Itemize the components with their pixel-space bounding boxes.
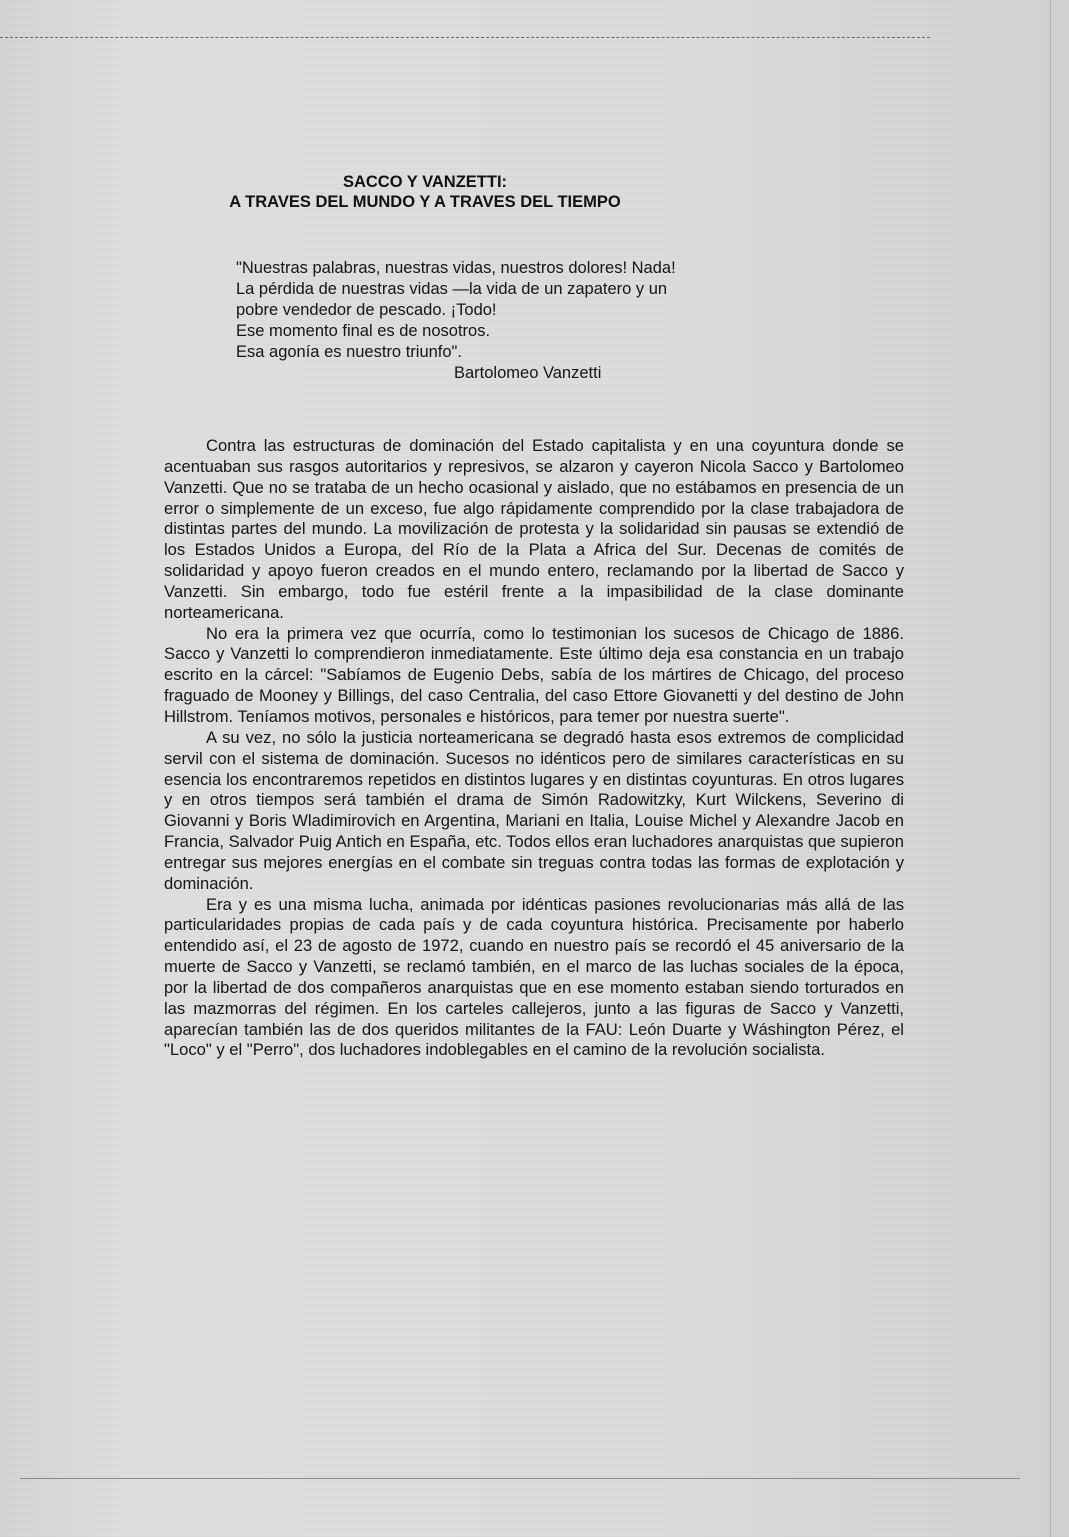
- paragraph: No era la primera vez que ocurría, como lo testimonian los sucesos de Chicago de 1886. Sacco y Vanzetti lo comprendieron inmediatamente. Este último deja esa constancia en un trabajo escrito en la cárcel: "Sabíamos de Eugenio Debs, sabía de los mártires de Chicago, del proceso fraguado de Mooney y Billings, del caso Centralia, del caso Ettore Giovanetti y del destino de John Hillstrom. Teníamos motivos, personales e históricos, para temer por nuestra suerte".: [164, 623, 904, 726]
- paragraph: A su vez, no sólo la justicia norteamericana se degradó hasta esos extremos de complicidad servil con el sistema de dominación. Sucesos no idénticos pero de similares características en su esencia los encontraremos repetidos en distintos lugares y en distintas coyunturas. En otros lugares y en otros tiempos será también el drama de Simón Radowitzky, Kurt Wilckens, Severino di Giovanni y Boris Wladimirovich en Argentina, Mariani en Italia, Louise Michel y Alexandre Jacob en Francia, Salvador Puig Antich en España, etc. Todos ellos eran luchadores anarquistas que supieron entregar sus mejores energías en el combate sin treguas contra todas las formas de explotación y dominación.: [164, 727, 904, 893]
- top-dashed-rule: [0, 37, 930, 38]
- article-body: [164, 436, 904, 1061]
- article-title-line-2: A TRAVES DEL MUNDO Y A TRAVES DEL TIEMPO: [229, 193, 621, 211]
- epigraph-quote: [236, 258, 836, 384]
- paragraph: Contra las estructuras de dominación del Estado capitalista y en una coyuntura donde se acentuaban sus rasgos autoritarios y represivos, se alzaron y cayeron Nicola Sacco y Bartolomeo Vanzetti. Que no se trataba de un hecho ocasional y aislado, que no estábamos en presencia de un error o simplemente de un exceso, fue algo rápidamente comprendido por la clase trabajadora de distintas partes del mundo. La movilización de protesta y la solidaridad sin pausas se extendió de los Estados Unidos a Europa, del Río de la Plata a Africa del Sur. Decenas de comités de solidaridad y apoyo fueron creados en el mundo entero, reclamando por la libertad de Sacco y Vanzetti. Sin embargo, todo fue estéril frente a la impasibilidad de la clase dominante norteamericana.: [164, 436, 904, 622]
- epigraph-line: "Nuestras palabras, nuestras vidas, nuestros dolores! Nada!: [236, 259, 676, 277]
- article-title-line-1: SACCO Y VANZETTI:: [342, 173, 508, 191]
- epigraph-attribution: Bartolomeo Vanzetti: [454, 364, 602, 382]
- bottom-rule: [20, 1478, 1020, 1479]
- paragraph: Era y es una misma lucha, animada por idénticas pasiones revolucionarias más allá de las particularidades propias de cada país y de cada coyuntura histórica. Precisamente por haberlo entendido así, el 23 de agosto de 1972, cuando en nuestro país se recordó el 45 aniversario de la muerte de Sacco y Vanzetti, se reclamó también, en el marco de las luchas sociales de la época, por la libertad de dos compañeros anarquistas que en ese momento estaban siendo torturados en las mazmorras del régimen. En los carteles callejeros, junto a las figuras de Sacco y Vanzetti, aparecían también las de dos queridos militantes de la FAU: León Duarte y Wáshington Pérez, el "Loco" y el "Perro", dos luchadores indoblegables en el camino de la revolución socialista.: [164, 894, 904, 1060]
- epigraph-line: Esa agonía es nuestro triunfo".: [236, 343, 462, 361]
- article-title: [150, 172, 700, 212]
- epigraph-line: La pérdida de nuestras vidas —la vida de un zapatero y un: [236, 280, 668, 298]
- epigraph-line: Ese momento final es de nosotros.: [236, 322, 491, 340]
- page-edge-shadow: [1050, 0, 1051, 1537]
- epigraph-line: pobre vendedor de pescado. ¡Todo!: [236, 301, 497, 319]
